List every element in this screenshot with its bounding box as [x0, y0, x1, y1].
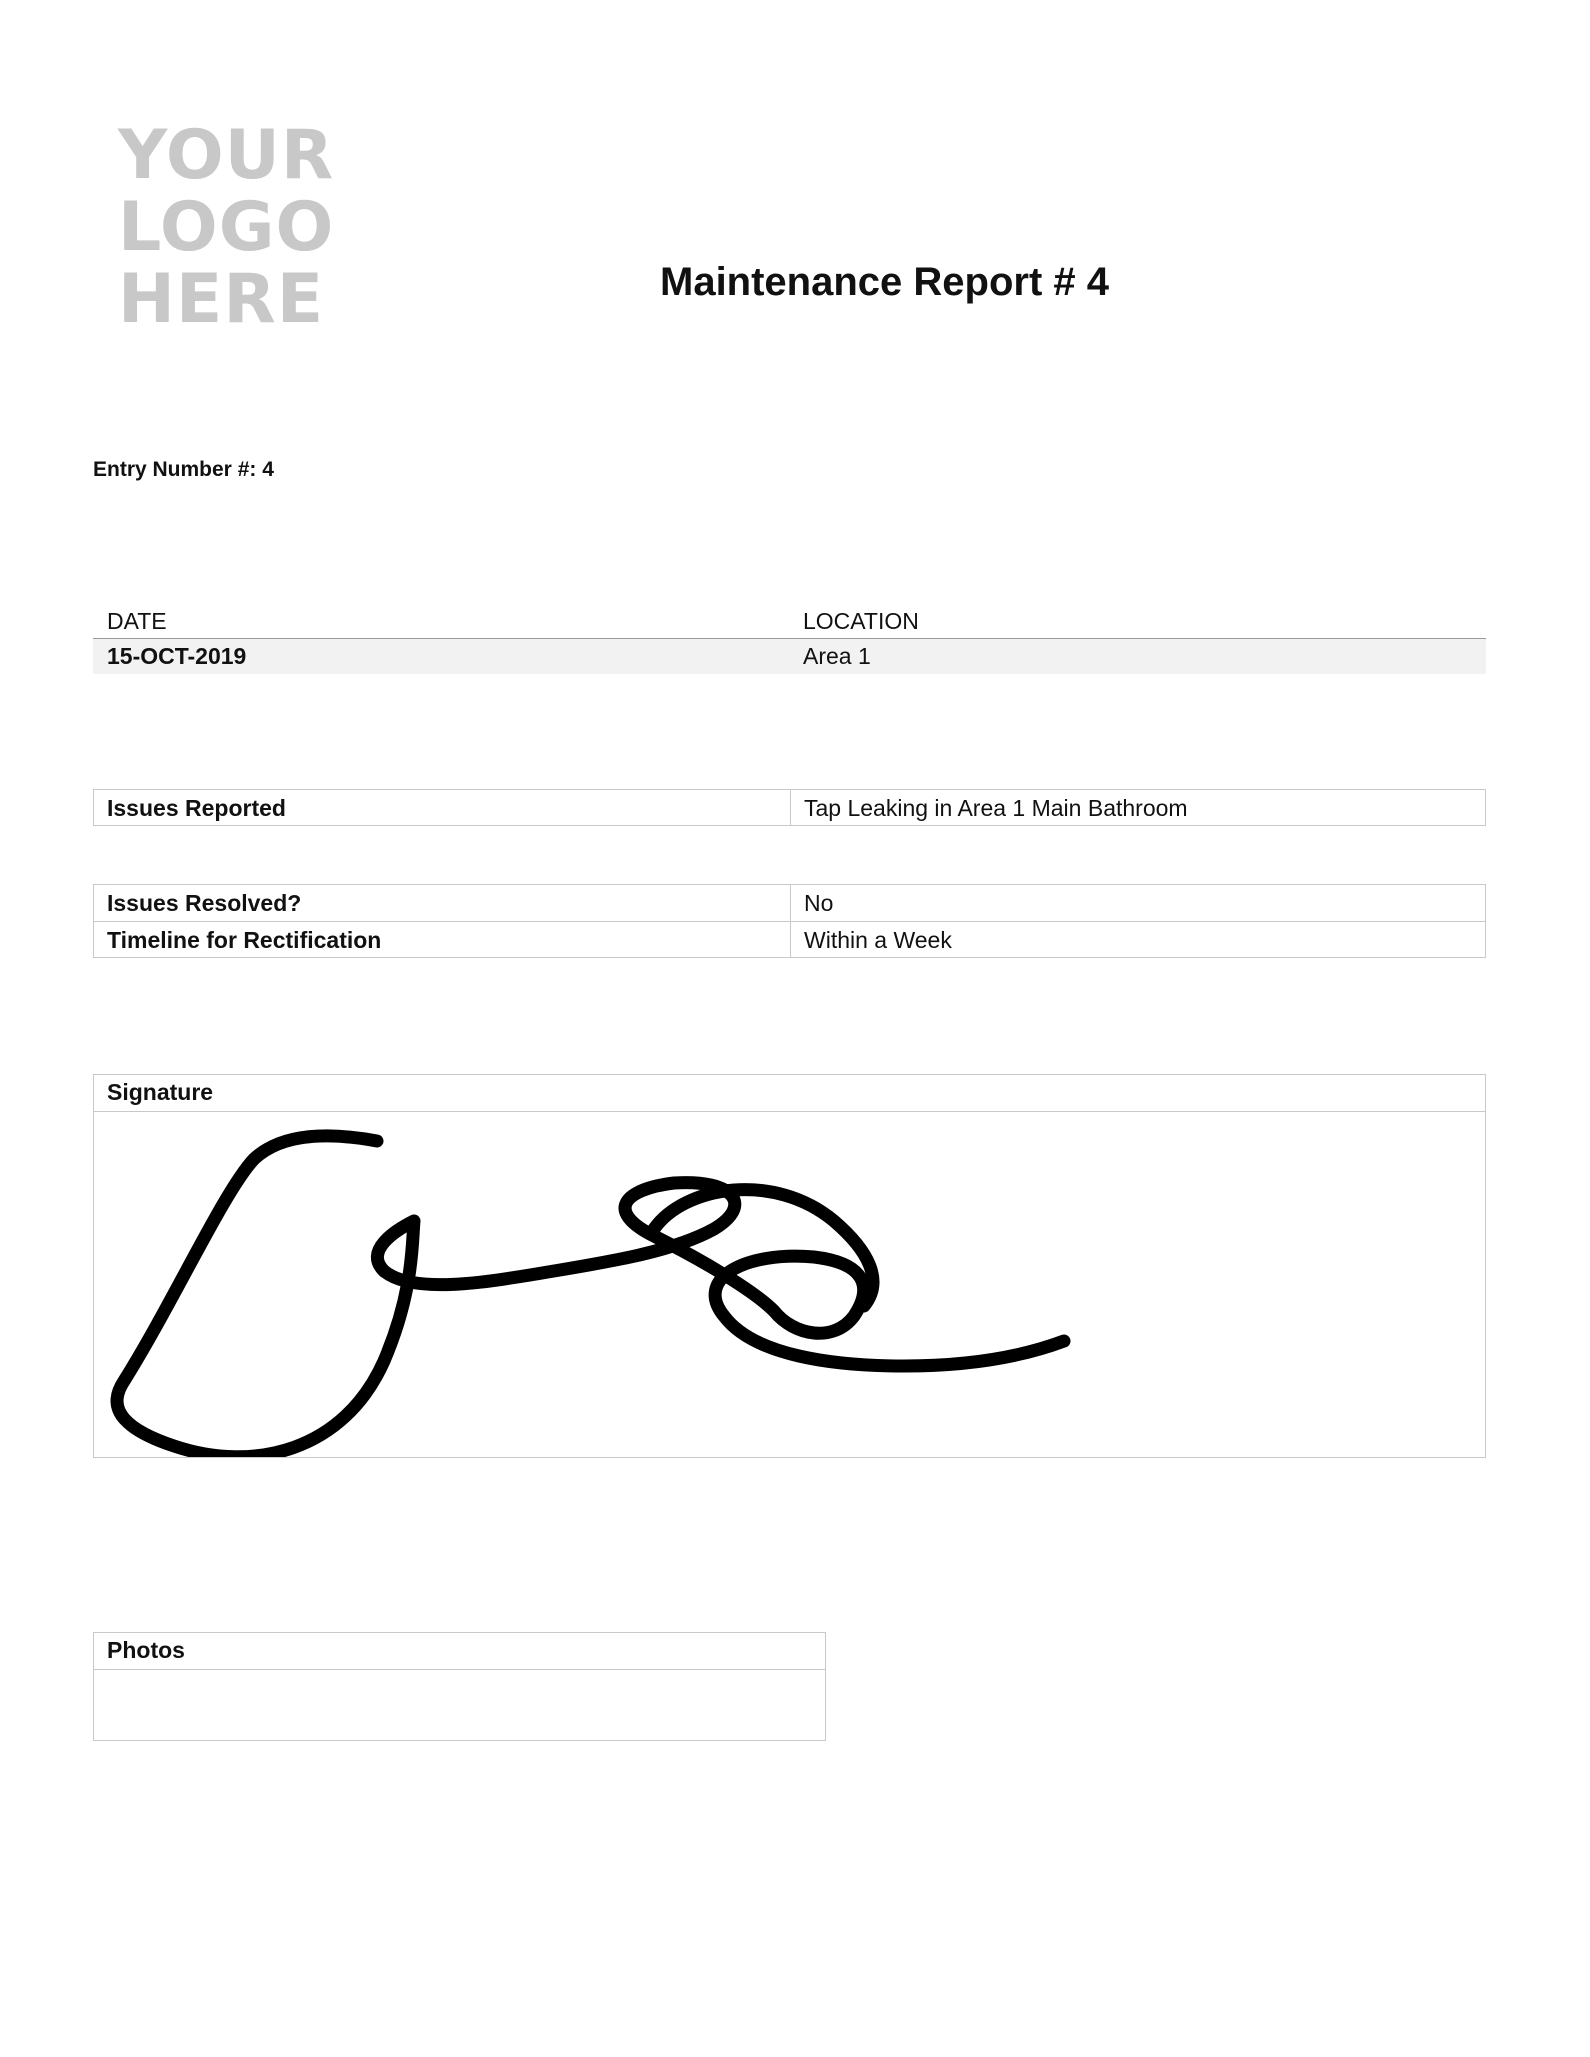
- logo-line-1: YOUR: [118, 116, 335, 195]
- photos-box: [93, 1632, 826, 1741]
- date-location-row: [93, 639, 1486, 674]
- issues-table: [93, 789, 1486, 826]
- photos-header: [94, 1633, 825, 1670]
- issues-row: [94, 790, 1485, 826]
- date-location-header: [93, 604, 1486, 639]
- date-value: 15-OCT-2019: [107, 643, 247, 669]
- resolved-value: No: [804, 890, 834, 916]
- column-divider: [790, 790, 791, 826]
- signature-label: Signature: [107, 1079, 214, 1105]
- issues-label: Issues Reported: [107, 795, 286, 821]
- report-title: Maintenance Report # 4: [660, 260, 1110, 304]
- resolved-row: [94, 885, 1485, 922]
- entry-number: Entry Number #: 4: [93, 458, 274, 481]
- logo-line-2: LOGO: [118, 188, 335, 267]
- date-header: DATE: [107, 608, 167, 634]
- resolution-table: [93, 884, 1486, 958]
- logo: [118, 116, 338, 339]
- signature-drawing: [94, 1111, 1485, 1457]
- logo-line-3: HERE: [118, 260, 325, 339]
- signature-header: [94, 1075, 1485, 1112]
- signature-stroke-1: [117, 1136, 1064, 1457]
- issues-value: Tap Leaking in Area 1 Main Bathroom: [804, 795, 1188, 821]
- timeline-value: Within a Week: [804, 927, 952, 953]
- timeline-label: Timeline for Rectification: [107, 927, 382, 953]
- location-header: LOCATION: [803, 608, 919, 634]
- signature-box: [93, 1074, 1486, 1458]
- location-value: Area 1: [803, 643, 871, 669]
- resolved-label: Issues Resolved?: [107, 890, 302, 916]
- timeline-row: [94, 922, 1485, 958]
- column-divider: [790, 885, 791, 921]
- column-divider: [790, 922, 791, 958]
- photos-label: Photos: [107, 1637, 185, 1663]
